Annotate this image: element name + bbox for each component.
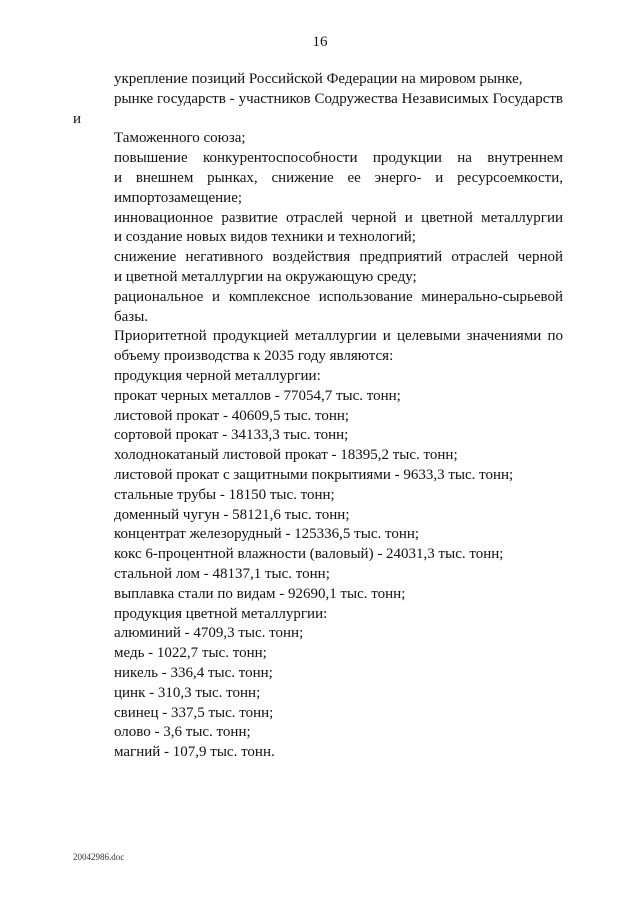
text-line: и цветной металлургии на окружающую среду;: [114, 268, 417, 285]
paragraph-4: [73, 248, 563, 288]
list-item: листовой прокат с защитными покрытиями - 9633,3 тыс. тонн;: [114, 466, 514, 483]
list-item: цинк - 310,3 тыс. тонн;: [114, 684, 261, 701]
text-line: Таможенного союза;: [114, 130, 246, 147]
paragraph-1: [73, 70, 563, 149]
text-line: и внешнем рынках, снижение ее энерго- и ресурсоемкости,: [114, 169, 563, 186]
page-number: 16: [312, 34, 328, 50]
text-line: базы.: [114, 308, 149, 325]
text-line: рынке государств - участников Содружества Независимых Государств и: [73, 90, 563, 127]
list-item: магний - 107,9 тыс. тонн.: [114, 744, 275, 761]
list-item: сортовой прокат - 34133,3 тыс. тонн;: [114, 427, 349, 444]
list-item: прокат черных металлов - 77054,7 тыс. тонн;: [114, 387, 401, 404]
text-line: снижение негативного воздействия предприятий отраслей черной: [114, 249, 563, 266]
list-item: стальные трубы - 18150 тыс. тонн;: [114, 486, 335, 503]
text-line: повышение конкурентоспособности продукции на внутреннем: [114, 150, 563, 167]
list-item: доменный чугун - 58121,6 тыс. тонн;: [114, 506, 350, 523]
text-line: рациональное и комплексное использование минерально-сырьевой: [114, 288, 563, 305]
paragraph-5: [73, 288, 563, 328]
text-line: импортозамещение;: [114, 189, 243, 206]
text-line: Приоритетной продукцией металлургии и целевыми значениями по: [114, 328, 563, 345]
list-item: свинец - 337,5 тыс. тонн;: [114, 704, 274, 721]
list-item: алюминий - 4709,3 тыс. тонн;: [114, 625, 304, 642]
list-item: холоднокатаный листовой прокат - 18395,2 тыс. тонн;: [114, 447, 458, 464]
list-item: олово - 3,6 тыс. тонн;: [114, 724, 251, 741]
text-line: инновационное развитие отраслей черной и цветной металлургии: [114, 209, 563, 226]
list-item: листовой прокат - 40609,5 тыс. тонн;: [114, 407, 350, 424]
list-item: продукция черной металлургии:: [114, 367, 321, 384]
paragraph-2: [73, 149, 563, 208]
list-item: концентрат железорудный - 125336,5 тыс. тонн;: [114, 526, 420, 543]
document-body: [73, 70, 563, 763]
paragraph-3: [73, 209, 563, 249]
text-line: и создание новых видов техники и технологий;: [114, 229, 416, 246]
list-item: никель - 336,4 тыс. тонн;: [114, 664, 273, 681]
list-item: медь - 1022,7 тыс. тонн;: [114, 645, 267, 662]
list-item: продукция цветной металлургии:: [114, 605, 328, 622]
paragraph-6: [73, 327, 563, 367]
list-item: стальной лом - 48137,1 тыс. тонн;: [114, 565, 330, 582]
list-item: кокс 6-процентной влажности (валовый) - 24031,3 тыс. тонн;: [114, 546, 504, 563]
text-line: объему производства к 2035 году являются:: [114, 348, 394, 365]
list-item: выплавка стали по видам - 92690,1 тыс. тонн;: [114, 585, 406, 602]
text-line: укрепление позиций Российской Федерации на мировом рынке,: [114, 71, 523, 87]
file-name-footer: 20042986.doc: [73, 852, 125, 862]
